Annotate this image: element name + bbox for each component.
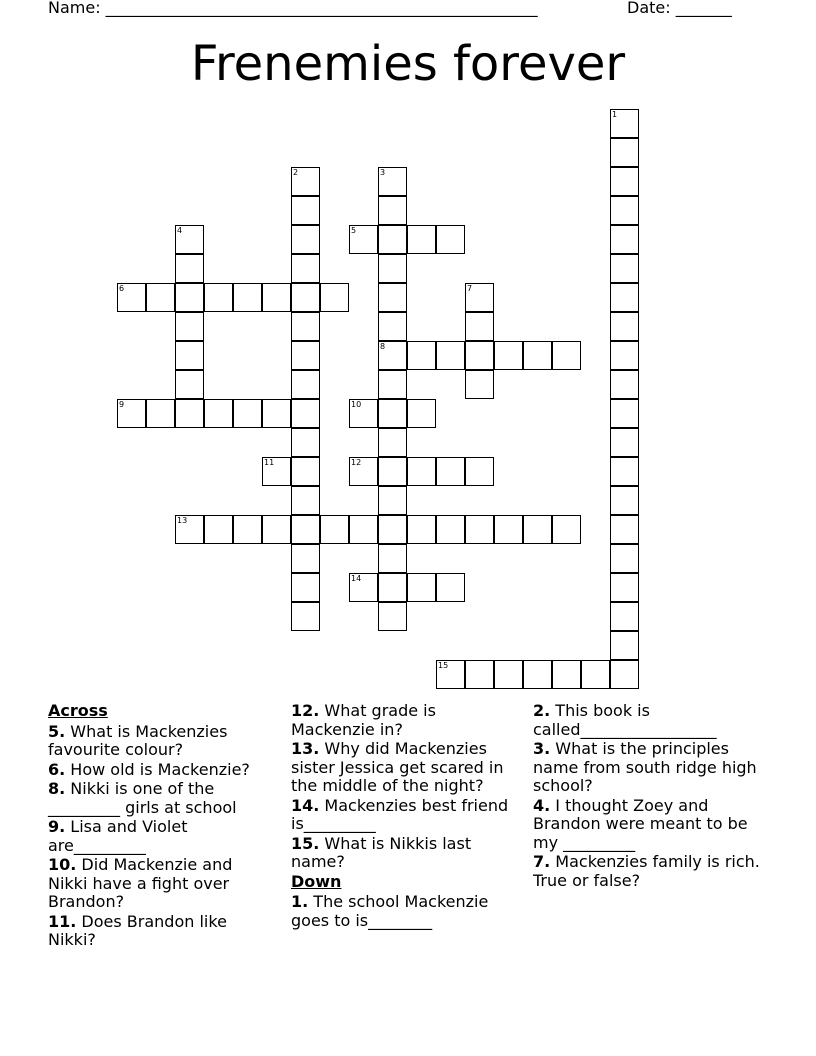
clue-text: What is Nikkis last name?: [291, 833, 472, 871]
grid-cell[interactable]: [465, 457, 494, 486]
grid-cell[interactable]: [349, 515, 378, 544]
clue-text: What grade is Mackenzie in?: [291, 701, 436, 739]
clue-number: 4: [177, 226, 183, 235]
grid-cell[interactable]: [407, 573, 436, 602]
grid-cell[interactable]: [610, 573, 639, 602]
grid-cell[interactable]: [552, 660, 581, 689]
grid-cell[interactable]: [378, 341, 407, 370]
grid-cell[interactable]: [291, 602, 320, 631]
grid-cell[interactable]: [146, 399, 175, 428]
clue-text: What is the principles name from south ridge high school?: [533, 739, 757, 795]
clue-number-label: 12.: [291, 701, 320, 720]
grid-cell[interactable]: [610, 254, 639, 283]
clue-number-label: 10.: [48, 855, 77, 874]
grid-cell[interactable]: [175, 312, 204, 341]
grid-cell[interactable]: [262, 399, 291, 428]
grid-cell[interactable]: [349, 399, 378, 428]
clue-number: 5: [351, 226, 357, 235]
grid-cell[interactable]: [378, 486, 407, 515]
grid-cell[interactable]: [378, 428, 407, 457]
date-line: Date: _______: [627, 0, 732, 17]
grid-cell[interactable]: [610, 225, 639, 254]
clue-number-label: 11.: [48, 911, 77, 931]
grid-cell[interactable]: [610, 515, 639, 544]
grid-cell[interactable]: [262, 283, 291, 312]
grid-cell[interactable]: [175, 254, 204, 283]
grid-cell[interactable]: [291, 283, 320, 312]
clue-text: Mackenzies best friend is_________: [291, 795, 509, 833]
grid-cell[interactable]: [291, 254, 320, 283]
clue-number-label: 7.: [533, 852, 551, 871]
name-line: Name: ______________________________________________________: [48, 0, 538, 17]
clue-number: 3: [380, 168, 386, 177]
grid-cell[interactable]: [378, 196, 407, 225]
grid-cell[interactable]: [610, 370, 639, 399]
grid-cell[interactable]: [378, 457, 407, 486]
grid-cell[interactable]: [117, 283, 146, 312]
clue-text: Why did Mackenzies sister Jessica get scared in the middle of the night?: [291, 739, 504, 795]
clue-number-label: 2.: [533, 701, 551, 720]
grid-cell[interactable]: [204, 515, 233, 544]
clue-text: Does Brandon like Nikki?: [48, 911, 227, 949]
across-heading: Across: [48, 701, 108, 720]
clue-text: Did Mackenzie and Nikki have a fight over Brandon?: [48, 855, 233, 911]
grid-cell[interactable]: [581, 660, 610, 689]
clue-number-label: 4.: [533, 795, 551, 815]
grid-cell[interactable]: [378, 254, 407, 283]
clue-item: [48, 780, 273, 817]
grid-cell[interactable]: [291, 515, 320, 544]
grid-cell[interactable]: [291, 457, 320, 486]
clue-item: [533, 853, 773, 890]
grid-cell[interactable]: [407, 515, 436, 544]
clue-number: 6: [119, 284, 125, 293]
grid-cell[interactable]: [378, 167, 407, 196]
grid-cell[interactable]: [378, 573, 407, 602]
grid-cell[interactable]: [436, 457, 465, 486]
grid-cell[interactable]: [610, 544, 639, 573]
grid-cell[interactable]: [262, 515, 291, 544]
clue-item: [533, 740, 773, 796]
clue-number-label: 8.: [48, 779, 66, 798]
grid-cell[interactable]: [291, 544, 320, 573]
clue-item: [291, 702, 523, 739]
grid-cell[interactable]: [291, 486, 320, 515]
clues-column-2: [291, 702, 523, 931]
grid-cell[interactable]: [291, 341, 320, 370]
grid-cell[interactable]: [117, 399, 146, 428]
grid-cell[interactable]: [378, 283, 407, 312]
grid-cell[interactable]: [291, 428, 320, 457]
grid-cell[interactable]: [378, 370, 407, 399]
clue-number: 10: [351, 400, 362, 409]
grid-cell[interactable]: [291, 573, 320, 602]
grid-cell[interactable]: [407, 341, 436, 370]
grid-cell[interactable]: [465, 341, 494, 370]
grid-cell[interactable]: [610, 486, 639, 515]
grid-cell[interactable]: [494, 341, 523, 370]
clue-number-label: 15.: [291, 833, 320, 853]
grid-cell[interactable]: [407, 399, 436, 428]
clue-number-label: 6.: [48, 759, 66, 779]
grid-cell[interactable]: [378, 312, 407, 341]
grid-cell[interactable]: [175, 515, 204, 544]
grid-cell[interactable]: [610, 312, 639, 341]
grid-cell[interactable]: [146, 283, 175, 312]
clue-text: I thought Zoey and Brandon were meant to be my _________: [533, 795, 748, 852]
clue-number: 8: [380, 342, 386, 351]
clue-item: [533, 797, 773, 853]
clue-text: The school Mackenzie goes to is________: [291, 892, 489, 930]
grid-cell[interactable]: [465, 283, 494, 312]
clue-number: 13: [177, 516, 188, 525]
clue-item: [48, 856, 273, 912]
clue-text: What is Mackenzies favourite colour?: [48, 721, 228, 759]
clue-number-label: 9.: [48, 817, 66, 836]
grid-cell[interactable]: [262, 457, 291, 486]
grid-cell[interactable]: [407, 225, 436, 254]
grid-cell[interactable]: [175, 283, 204, 312]
grid-cell[interactable]: [291, 370, 320, 399]
grid-cell[interactable]: [610, 399, 639, 428]
grid-cell[interactable]: [204, 283, 233, 312]
grid-cell[interactable]: [610, 602, 639, 631]
grid-cell[interactable]: [175, 225, 204, 254]
clue-number: 9: [119, 400, 125, 409]
grid-cell[interactable]: [552, 341, 581, 370]
grid-cell[interactable]: [465, 660, 494, 689]
grid-cell[interactable]: [494, 660, 523, 689]
grid-cell[interactable]: [465, 312, 494, 341]
clue-number: 11: [264, 458, 275, 467]
clue-number-label: 3.: [533, 739, 551, 758]
grid-cell[interactable]: [610, 109, 639, 138]
grid-cell[interactable]: [233, 283, 262, 312]
grid-cell[interactable]: [291, 167, 320, 196]
grid-cell[interactable]: [436, 515, 465, 544]
grid-cell[interactable]: [552, 515, 581, 544]
grid-cell[interactable]: [291, 225, 320, 254]
grid-cell[interactable]: [175, 399, 204, 428]
clue-item: [291, 835, 523, 872]
grid-cell[interactable]: [610, 196, 639, 225]
grid-cell[interactable]: [407, 457, 436, 486]
grid-cell[interactable]: [349, 573, 378, 602]
clue-text: Lisa and Violet are_________: [48, 817, 188, 855]
grid-cell[interactable]: [320, 283, 349, 312]
grid-cell[interactable]: [610, 428, 639, 457]
grid-cell[interactable]: [436, 341, 465, 370]
clue-number: 7: [467, 284, 473, 293]
grid-cell[interactable]: [523, 515, 552, 544]
grid-cell[interactable]: [349, 225, 378, 254]
grid-cell[interactable]: [378, 544, 407, 573]
grid-cell[interactable]: [436, 573, 465, 602]
grid-cell[interactable]: [494, 515, 523, 544]
clue-item: [48, 761, 273, 780]
grid-cell[interactable]: [349, 457, 378, 486]
clue-number: 2: [293, 168, 299, 177]
clue-number-label: 13.: [291, 739, 320, 758]
grid-cell[interactable]: [523, 660, 552, 689]
grid-cell[interactable]: [436, 660, 465, 689]
clue-number: 12: [351, 458, 362, 467]
clue-number: 1: [612, 110, 618, 119]
grid-cell[interactable]: [610, 457, 639, 486]
grid-cell[interactable]: [291, 196, 320, 225]
grid-cell[interactable]: [378, 602, 407, 631]
clue-text: Mackenzies family is rich. True or false?: [533, 852, 760, 890]
clue-number-label: 5.: [48, 721, 66, 741]
grid-cell[interactable]: [204, 399, 233, 428]
grid-cell[interactable]: [291, 399, 320, 428]
clue-item: [48, 913, 273, 950]
clue-text: Nikki is one of the _________ girls at school: [48, 779, 237, 817]
grid-cell[interactable]: [465, 515, 494, 544]
grid-cell[interactable]: [378, 225, 407, 254]
grid-cell[interactable]: [233, 515, 262, 544]
grid-cell[interactable]: [378, 515, 407, 544]
grid-cell[interactable]: [610, 283, 639, 312]
clues-column-3: [533, 702, 773, 891]
grid-cell[interactable]: [175, 341, 204, 370]
clue-item: [533, 702, 773, 739]
clue-number-label: 1.: [291, 892, 309, 911]
grid-cell[interactable]: [320, 515, 349, 544]
grid-cell[interactable]: [610, 167, 639, 196]
grid-cell[interactable]: [233, 399, 262, 428]
clues-column-1: [48, 702, 273, 951]
clue-number: 15: [438, 661, 449, 670]
clue-text: How old is Mackenzie?: [65, 759, 250, 779]
down-heading: Down: [291, 871, 342, 891]
grid-cell[interactable]: [610, 138, 639, 167]
grid-cell[interactable]: [436, 225, 465, 254]
clue-item: [48, 818, 273, 855]
clue-item: [291, 893, 523, 930]
grid-cell[interactable]: [175, 370, 204, 399]
puzzle-title: Frenemies forever: [190, 36, 626, 92]
grid-cell[interactable]: [465, 370, 494, 399]
grid-cell[interactable]: [610, 631, 639, 660]
grid-cell[interactable]: [610, 660, 639, 689]
grid-cell[interactable]: [523, 341, 552, 370]
clue-item: [291, 797, 523, 834]
grid-cell[interactable]: [378, 399, 407, 428]
grid-cell[interactable]: [610, 341, 639, 370]
grid-cell[interactable]: [291, 312, 320, 341]
clue-item: [48, 723, 273, 760]
clue-text: This book is called_________________: [533, 701, 717, 739]
clue-item: [291, 740, 523, 796]
clue-number: 14: [351, 574, 362, 583]
clue-number-label: 14.: [291, 795, 320, 815]
